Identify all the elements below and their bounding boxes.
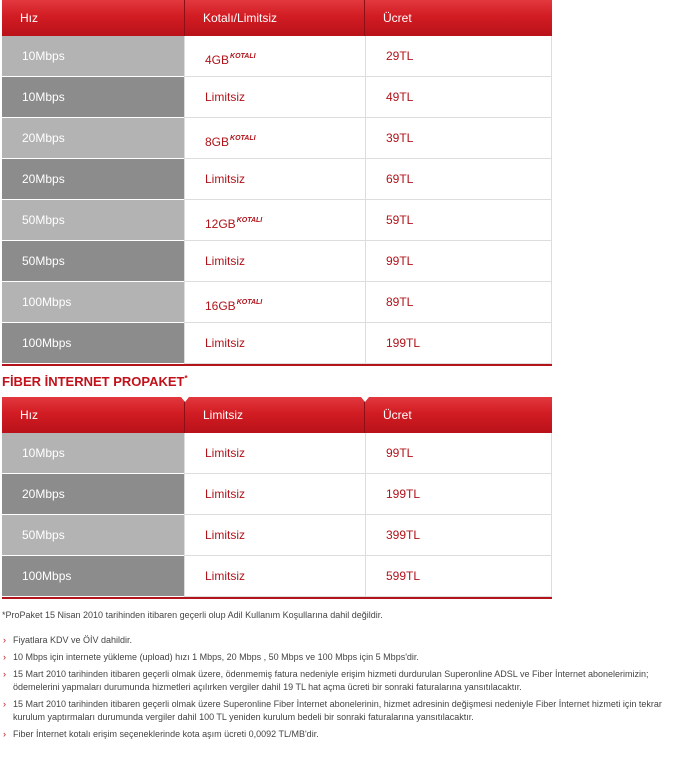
header-speed: Hız	[20, 408, 38, 422]
quota-badge: KOTALI	[230, 135, 256, 142]
note-item	[3, 698, 683, 724]
table-bottom-line	[2, 364, 552, 366]
table-row	[2, 77, 552, 118]
price-cell: 199TL	[365, 474, 552, 515]
price-cell: 99TL	[365, 241, 552, 282]
price-cell: 399TL	[365, 515, 552, 556]
quota-value: Limitsiz	[205, 336, 246, 350]
quota-cell	[184, 36, 365, 77]
note-text: Fiber İnternet kotalı erişim seçeneklerinde kota aşım ücreti 0,0092 TL/MB'dir.	[13, 729, 319, 739]
table-row	[2, 118, 552, 159]
header-speed: Hız	[20, 11, 38, 25]
note-text: 15 Mart 2010 tarihinden itibaren geçerli olmak üzere Superonline Fiber İnternet abonelerinin, hizmet adresinin değişmesi nedeniyle Fiber İnternet hizmeti için tekrar kurulum yaptırmaları durumunda vergiler dahil 100 TL yeniden kurulum bedeli bir sonraki faturalarına yansıtılacaktır.	[13, 699, 662, 722]
quota-cell	[184, 474, 365, 515]
quota-value: Limitsiz	[205, 172, 246, 186]
speed-cell: 10Mbps	[2, 433, 184, 474]
speed-cell: 100Mbps	[2, 323, 184, 364]
price-table-adsl	[2, 0, 552, 366]
speed-cell: 100Mbps	[2, 282, 184, 323]
quota-value: Limitsiz	[205, 90, 246, 104]
speed-cell: 10Mbps	[2, 36, 184, 77]
footnote: *ProPaket 15 Nisan 2010 tarihinden itibaren geçerli olup Adil Kullanım Koşullarına dahil değildir.	[2, 610, 383, 620]
header-price	[364, 0, 552, 36]
table-row	[2, 433, 552, 474]
section-title-sup: *	[184, 374, 188, 383]
quota-value: 16GB	[205, 299, 236, 313]
price-cell: 29TL	[365, 36, 552, 77]
table-row	[2, 474, 552, 515]
table-row	[2, 200, 552, 241]
speed-cell: 20Mbps	[2, 159, 184, 200]
arrow-right-icon: ›	[3, 635, 6, 645]
table-header	[2, 0, 552, 36]
quota-value: 12GB	[205, 217, 236, 231]
speed-cell: 50Mbps	[2, 241, 184, 282]
speed-cell: 50Mbps	[2, 515, 184, 556]
price-cell: 89TL	[365, 282, 552, 323]
quota-value: Limitsiz	[205, 254, 246, 268]
quota-value: Limitsiz	[205, 528, 246, 542]
price-cell: 39TL	[365, 118, 552, 159]
quota-value: Limitsiz	[205, 446, 246, 460]
table-row	[2, 323, 552, 364]
table-bottom-line	[2, 597, 552, 599]
header-price-label: Ücret	[383, 408, 412, 422]
price-cell: 599TL	[365, 556, 552, 597]
header-quota	[184, 397, 364, 433]
arrow-right-icon: ›	[3, 699, 6, 709]
speed-cell: 20Mbps	[2, 118, 184, 159]
table-row	[2, 556, 552, 597]
header-notch	[181, 397, 189, 402]
speed-cell: 100Mbps	[2, 556, 184, 597]
table-row	[2, 282, 552, 323]
header-notch	[361, 397, 369, 402]
header-price-label: Ücret	[383, 11, 412, 25]
quota-value: 8GB	[205, 135, 230, 149]
section-title-text: FİBER İNTERNET PROPAKET	[2, 374, 185, 389]
quota-cell	[184, 77, 365, 118]
notes-list	[3, 634, 683, 745]
speed-cell: 10Mbps	[2, 77, 184, 118]
quota-cell	[184, 200, 365, 241]
table-row	[2, 36, 552, 77]
quota-cell	[184, 241, 365, 282]
header-price	[364, 397, 552, 433]
note-item	[3, 634, 683, 647]
price-cell: 69TL	[365, 159, 552, 200]
note-text: 15 Mart 2010 tarihinden itibaren geçerli olmak üzere, ödenmemiş fatura nedeniyle erişim hizmeti durdurulan Superonline ADSL ve Fiber İnternet abonelerimizin; ödemelerini yapmaları durumunda hizmetleri açılırken vergiler dahil 19 TL hat açma ücreti bir sonraki faturalarına yansıtılacaktır.	[13, 669, 649, 692]
price-cell: 199TL	[365, 323, 552, 364]
table-row	[2, 159, 552, 200]
header-quota	[184, 0, 364, 36]
quota-cell	[184, 323, 365, 364]
quota-cell	[184, 515, 365, 556]
quota-value: Limitsiz	[205, 569, 246, 583]
quota-value: 4GB	[205, 53, 230, 67]
table-header	[2, 397, 552, 433]
speed-cell: 50Mbps	[2, 200, 184, 241]
quota-cell	[184, 433, 365, 474]
table-row	[2, 515, 552, 556]
quota-cell	[184, 282, 365, 323]
note-item	[3, 651, 683, 664]
price-cell: 49TL	[365, 77, 552, 118]
price-cell: 99TL	[365, 433, 552, 474]
arrow-right-icon: ›	[3, 652, 6, 662]
arrow-right-icon: ›	[3, 669, 6, 679]
quota-cell	[184, 118, 365, 159]
table-row	[2, 241, 552, 282]
price-cell: 59TL	[365, 200, 552, 241]
speed-cell: 20Mbps	[2, 474, 184, 515]
quota-value: Limitsiz	[205, 487, 246, 501]
price-table-fiber	[2, 397, 552, 599]
note-item	[3, 668, 683, 694]
table-body	[2, 36, 552, 364]
note-text: 10 Mbps için internete yükleme (upload) hızı 1 Mbps, 20 Mbps , 50 Mbps ve 100 Mbps için 5 Mbps'dir.	[13, 652, 419, 662]
note-item	[3, 728, 683, 741]
header-quota-label: Limitsiz	[203, 408, 244, 422]
table-body	[2, 433, 552, 597]
quota-badge: KOTALI	[230, 53, 256, 60]
quota-cell	[184, 556, 365, 597]
section-title-fiber	[2, 374, 188, 389]
quota-badge: KOTALI	[236, 217, 263, 224]
quota-cell	[184, 159, 365, 200]
header-quota-label: Kotalı/Limitsiz	[203, 11, 278, 25]
quota-badge: KOTALI	[236, 299, 263, 306]
arrow-right-icon: ›	[3, 729, 6, 739]
note-text: Fiyatlara KDV ve ÖİV dahildir.	[13, 635, 133, 645]
